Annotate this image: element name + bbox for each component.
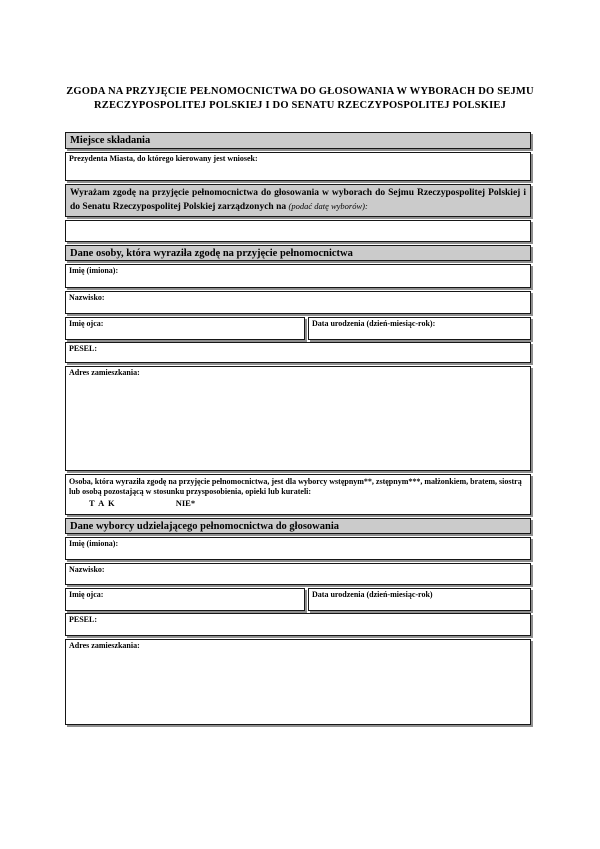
field-adres-osoby[interactable] [65,366,531,471]
section-header-label: Dane osoby, która wyraziła zgodę na przyjęcie pełnomocnictwa [70,248,353,259]
relacja-choices [66,497,530,509]
row-imie-ojca-data-wyborcy [65,588,531,611]
statement-text [66,185,530,216]
section-header-label: Miejsce składania [70,135,151,146]
field-label: Nazwisko: [69,565,105,574]
row-imie-ojca-data-osoby [65,317,531,340]
form-title-line1: ZGODA NA PRZYJĘCIE PEŁNOMOCNICTWA DO GŁOSOWANIA W WYBORACH DO SEJMU [66,86,534,97]
field-label: PESEL: [69,344,98,353]
form-body [65,132,531,728]
field-imie-ojca-osoby[interactable] [65,317,305,340]
field-label: PESEL: [69,615,98,624]
field-label: Adres zamieszkania: [69,368,140,377]
field-adres-wyborcy[interactable] [65,639,531,725]
field-data-urodzenia-osoby[interactable] [308,317,531,340]
option-tak[interactable]: T A K [89,498,116,508]
field-imie-osoby[interactable] [65,264,531,288]
field-pesel-wyborcy[interactable] [65,613,531,636]
relacja-text: Osoba, która wyraziła zgodę na przyjęcie pełnomocnictwa, jest dla wyborcy wstępnym**, zstępnym***, małżonkiem, bratem, siostrą lub osobą pozostającą w stosunku przysposobienia, opieki lub kurateli: [69,477,522,496]
field-label: Adres zamieszkania: [69,641,140,650]
field-label: Imię ojca: [69,590,104,599]
statement-relacja [65,474,531,515]
field-nazwisko-osoby[interactable] [65,291,531,314]
option-nie[interactable]: NIE* [175,498,196,508]
field-pesel-osoby[interactable] [65,342,531,363]
section-header-dane-osoby [65,245,531,261]
field-imie-ojca-wyborcy[interactable] [65,588,305,611]
statement-italic-hint: (podać datę wyborów): [288,201,368,211]
form-title-line2: RZECZYPOSPOLITEJ POLSKIEJ I DO SENATU RZECZYPOSPOLITEJ POLSKIEJ [93,100,507,111]
section-header-dane-wyborcy [65,518,531,534]
field-label: Prezydenta Miasta, do którego kierowany jest wniosek: [69,154,258,163]
field-label: Imię (imiona): [69,539,119,548]
field-label: Imię (imiona): [69,266,119,275]
field-imie-wyborcy[interactable] [65,537,531,560]
statement-zgoda [65,184,531,217]
field-data-wyborow-input[interactable] [65,220,531,242]
field-label: Nazwisko: [69,293,105,302]
statement-bold-text: Wyrażam zgodę na przyjęcie pełnomocnictwa do głosowania w wyborach do Sejmu Rzeczypospolitej Polskiej i do Senatu Rzeczypospolitej Polskiej zarządzonych na [70,188,526,212]
field-prezydenta-miasta[interactable] [65,152,531,181]
field-data-urodzenia-wyborcy[interactable] [308,588,531,611]
field-nazwisko-wyborcy[interactable] [65,563,531,585]
field-label: Data urodzenia (dzień-miesiąc-rok): [312,319,436,328]
section-header-label: Dane wyborcy udzielającego pełnomocnictwa do głosowania [70,521,340,532]
form-title [0,85,600,113]
field-label: Data urodzenia (dzień-miesiąc-rok) [312,590,433,599]
field-label: Imię ojca: [69,319,104,328]
section-header-miejsce-skladania [65,132,531,149]
